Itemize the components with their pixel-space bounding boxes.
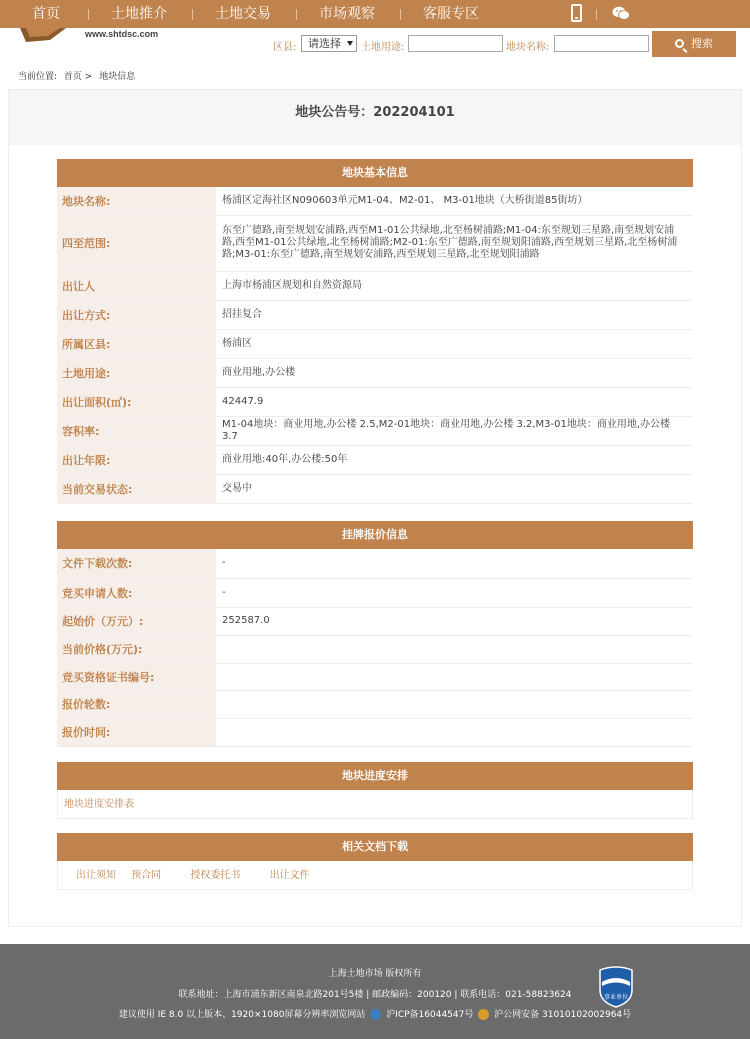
footer-browser-note: 建议使用 IE 8.0 以上版本、1920×1080屏幕分辨率浏览网站 <box>118 1010 366 1020</box>
basic-info-table <box>57 187 693 504</box>
search-icon <box>675 39 684 48</box>
row-key: 报价时间: <box>57 718 216 746</box>
row-value: 42447.9 <box>216 387 693 416</box>
doc-link-pre-contract[interactable]: 预合同 <box>131 870 162 881</box>
documents-section <box>57 833 693 890</box>
district-label: 区县: <box>273 42 297 53</box>
header <box>0 28 750 68</box>
parcel-name-input[interactable] <box>554 35 649 52</box>
nav-item-market-watch[interactable]: 市场观察 <box>319 6 375 22</box>
documents-heading: 相关文档下载 <box>57 833 693 861</box>
documents-links <box>57 861 693 890</box>
row-key: 四至范围: <box>57 215 216 271</box>
doc-link-authorization[interactable]: 授权委托书 <box>190 870 241 881</box>
table-row <box>57 690 693 718</box>
basic-info-section <box>57 159 693 504</box>
table-row <box>57 445 693 474</box>
table-row <box>57 718 693 746</box>
nav-item-land-trading[interactable]: 土地交易 <box>215 6 271 22</box>
row-value: 东至广德路,南至规划安浦路,西至M1-01公共绿地,北至杨树浦路;M1-04:东至规划三星路,南至规划安浦路,西至M1-01公共绿地,北至杨树浦路;M2-01:东至广德路,南至规划阳浦路,西至规划三星路,北至杨树浦路;M3-01:东至广德路,南至规划安浦路,西至规划三星路,北至规划阳浦路 <box>216 215 693 271</box>
gov-site-icon <box>370 1009 381 1020</box>
table-row <box>57 215 693 271</box>
doc-link-transfer-notice[interactable]: 出让须知 <box>76 870 116 881</box>
badge-text: 事业单位 <box>603 994 629 1001</box>
page-title: 地块公告号：202204101 <box>9 90 741 145</box>
chevron-down-icon <box>347 41 353 46</box>
table-row <box>57 187 693 215</box>
row-key: 当前交易状态: <box>57 474 216 503</box>
site-url[interactable]: www.shtdsc.com <box>85 29 159 39</box>
footer-police-link[interactable]: 沪公网安备 31010102002964号 <box>494 1010 632 1020</box>
nav-item-land-promotion[interactable]: 土地推介 <box>111 6 167 22</box>
table-row <box>57 578 693 607</box>
doc-link-transfer-file[interactable]: 出让文件 <box>269 870 310 881</box>
site-logo-icon[interactable] <box>20 28 66 42</box>
row-key: 当前价格(万元): <box>57 635 216 663</box>
table-row <box>57 300 693 329</box>
search-button-label: 搜索 <box>691 37 713 50</box>
row-value: 交易中 <box>216 474 693 503</box>
breadcrumb-current: 地块信息 <box>99 72 136 82</box>
table-row <box>57 663 693 690</box>
row-value: M1-04地块：商业用地,办公楼 2.5,M2-01地块：商业用地,办公楼 3.2,M3-01地块：商业用地,办公楼 3.7 <box>216 416 693 445</box>
row-key: 容积率: <box>57 416 216 445</box>
table-row <box>57 387 693 416</box>
nav-separator <box>296 9 297 20</box>
search-button[interactable] <box>652 31 736 57</box>
schedule-table-link[interactable]: 地块进度安排表 <box>64 799 134 810</box>
table-row <box>57 474 693 503</box>
row-value: 杨浦区定海社区N090603单元M1-04、M2-01、 M3-01地块（大桥街道85街坊） <box>216 187 693 215</box>
listing-info-section <box>57 521 693 747</box>
mobile-phone-icon[interactable] <box>571 4 582 22</box>
parcel-name-label: 地块名称: <box>506 42 550 53</box>
table-row <box>57 271 693 300</box>
row-key: 地块名称: <box>57 187 216 215</box>
row-key: 出让年限: <box>57 445 216 474</box>
nav-separator <box>400 9 401 20</box>
row-key: 起始价（万元）: <box>57 607 216 635</box>
breadcrumb-home[interactable]: 首页 > <box>63 72 93 82</box>
row-key: 出让面积(㎡): <box>57 387 216 416</box>
row-value <box>216 663 693 690</box>
table-row <box>57 358 693 387</box>
footer-icp-link[interactable]: 沪ICP备16044547号 <box>386 1010 474 1020</box>
row-value: 上海市杨浦区规划和自然资源局 <box>216 271 693 300</box>
row-value: - <box>216 549 693 578</box>
land-use-input[interactable] <box>408 35 503 52</box>
basic-info-heading: 地块基本信息 <box>57 159 693 187</box>
wechat-icon[interactable] <box>612 6 630 20</box>
row-key: 出让人 <box>57 271 216 300</box>
police-badge-icon <box>478 1009 489 1020</box>
table-row <box>57 416 693 445</box>
table-row <box>57 329 693 358</box>
listing-info-heading: 挂牌报价信息 <box>57 521 693 549</box>
row-value <box>216 635 693 663</box>
row-value: 252587.0 <box>216 607 693 635</box>
row-value: 杨浦区 <box>216 329 693 358</box>
row-key: 所属区县: <box>57 329 216 358</box>
schedule-link-box <box>57 790 693 819</box>
row-value: 招挂复合 <box>216 300 693 329</box>
nav-separator <box>192 9 193 20</box>
footer-legal <box>0 1007 750 1020</box>
land-use-label: 土地用途: <box>361 42 405 53</box>
row-value <box>216 690 693 718</box>
listing-info-table <box>57 549 693 747</box>
schedule-section <box>57 762 693 819</box>
footer-contact: 联系地址：上海市浦东新区南泉北路201号5楼 | 邮政编码：200120 | 联系电话：021-58823624 <box>178 990 572 1000</box>
row-key: 竞买申请人数: <box>57 578 216 607</box>
row-key: 土地用途: <box>57 358 216 387</box>
row-key: 竞买资格证书编号: <box>57 663 216 690</box>
footer <box>0 944 750 1039</box>
content-panel <box>8 89 742 927</box>
public-institution-badge-icon[interactable] <box>598 966 634 1008</box>
district-selected-value: 请选择 <box>308 37 341 50</box>
table-row <box>57 635 693 663</box>
row-value: 商业用地,办公楼 <box>216 358 693 387</box>
footer-copyright: 上海土地市场 版权所有 <box>328 969 422 979</box>
breadcrumb <box>18 69 139 82</box>
table-row <box>57 549 693 578</box>
row-key: 文件下载次数: <box>57 549 216 578</box>
district-select[interactable] <box>301 35 357 52</box>
breadcrumb-prefix: 当前位置: <box>18 72 58 82</box>
table-row <box>57 607 693 635</box>
row-value: 商业用地:40年,办公楼:50年 <box>216 445 693 474</box>
nav-separator <box>88 9 89 20</box>
nav-item-home[interactable]: 首页 <box>32 6 60 22</box>
top-nav <box>0 0 750 28</box>
row-value <box>216 718 693 746</box>
row-key: 出让方式: <box>57 300 216 329</box>
row-value: - <box>216 578 693 607</box>
nav-separator <box>596 9 597 20</box>
row-key: 报价轮数: <box>57 690 216 718</box>
schedule-heading: 地块进度安排 <box>57 762 693 790</box>
nav-item-customer-service[interactable]: 客服专区 <box>423 6 479 22</box>
